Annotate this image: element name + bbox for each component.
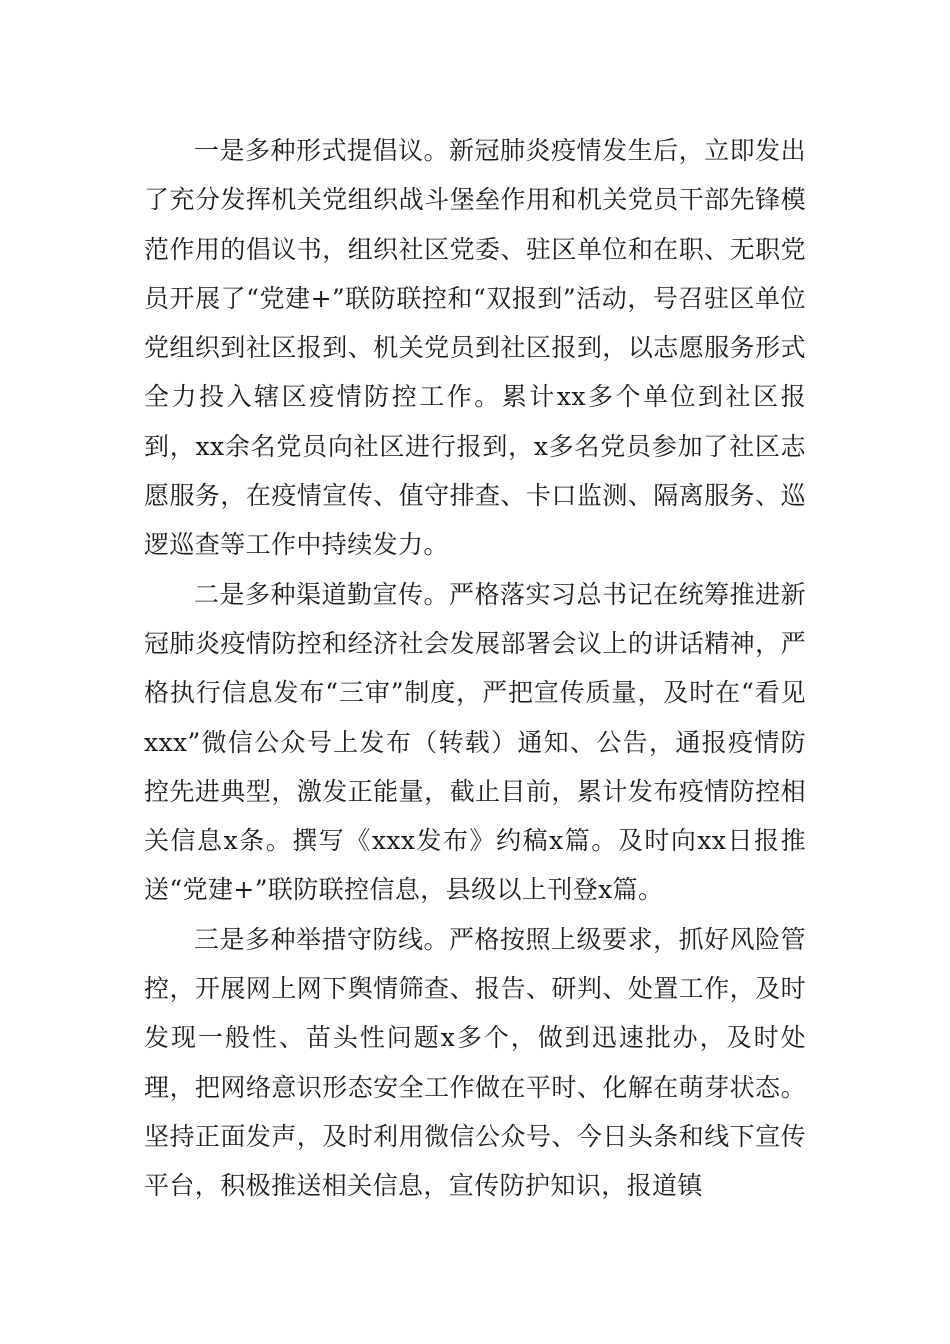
paragraph-1: 一是多种形式提倡议。新冠肺炎疫情发生后，立即发出了充分发挥机关党组织战斗堡垒作用和机关党员干部先锋模范作用的倡议书，组织社区党委、驻区单位和在职、无职党员开展了“党建+”联防联控和“双报到”活动，号召驻区单位党组织到社区报到、机关党员到社区报到，以志愿服务形式全力投入辖区疫情防控工作。累计xx多个单位到社区报到，xx余名党员向社区进行报到，x多名党员参加了社区志愿服务，在疫情宣传、值守排查、卡口监测、隔离服务、巡逻巡查等工作中持续发力。 (144, 136, 806, 560)
paragraph-3: 三是多种举措守防线。严格按照上级要求，抓好风险管控，开展网上网下舆情筛查、报告、研判、处置工作，及时发现一般性、苗头性问题x多个，做到迅速批办，及时处理，把网络意识形态安全工作做在平时、化解在萌芽状态。坚持正面发声，及时利用微信公众号、今日头条和线下宣传平台，积极推送相关信息，宣传防护知识，报道镇 (144, 924, 806, 1201)
document-body (144, 126, 806, 1211)
paragraph-2: 二是多种渠道勤宣传。严格落实习总书记在统筹推进新冠肺炎疫情防控和经济社会发展部署会议上的讲话精神，严格执行信息发布“三审”制度，严把宣传质量，及时在“看见xxx”微信公众号上发布（转载）通知、公告，通报疫情防控先进典型，激发正能量，截止目前，累计发布疫情防控相关信息x条。撰写《xxx发布》约稿x篇。及时向xx日报推送“党建+”联防联控信息，县级以上刊登x篇。 (144, 579, 806, 905)
